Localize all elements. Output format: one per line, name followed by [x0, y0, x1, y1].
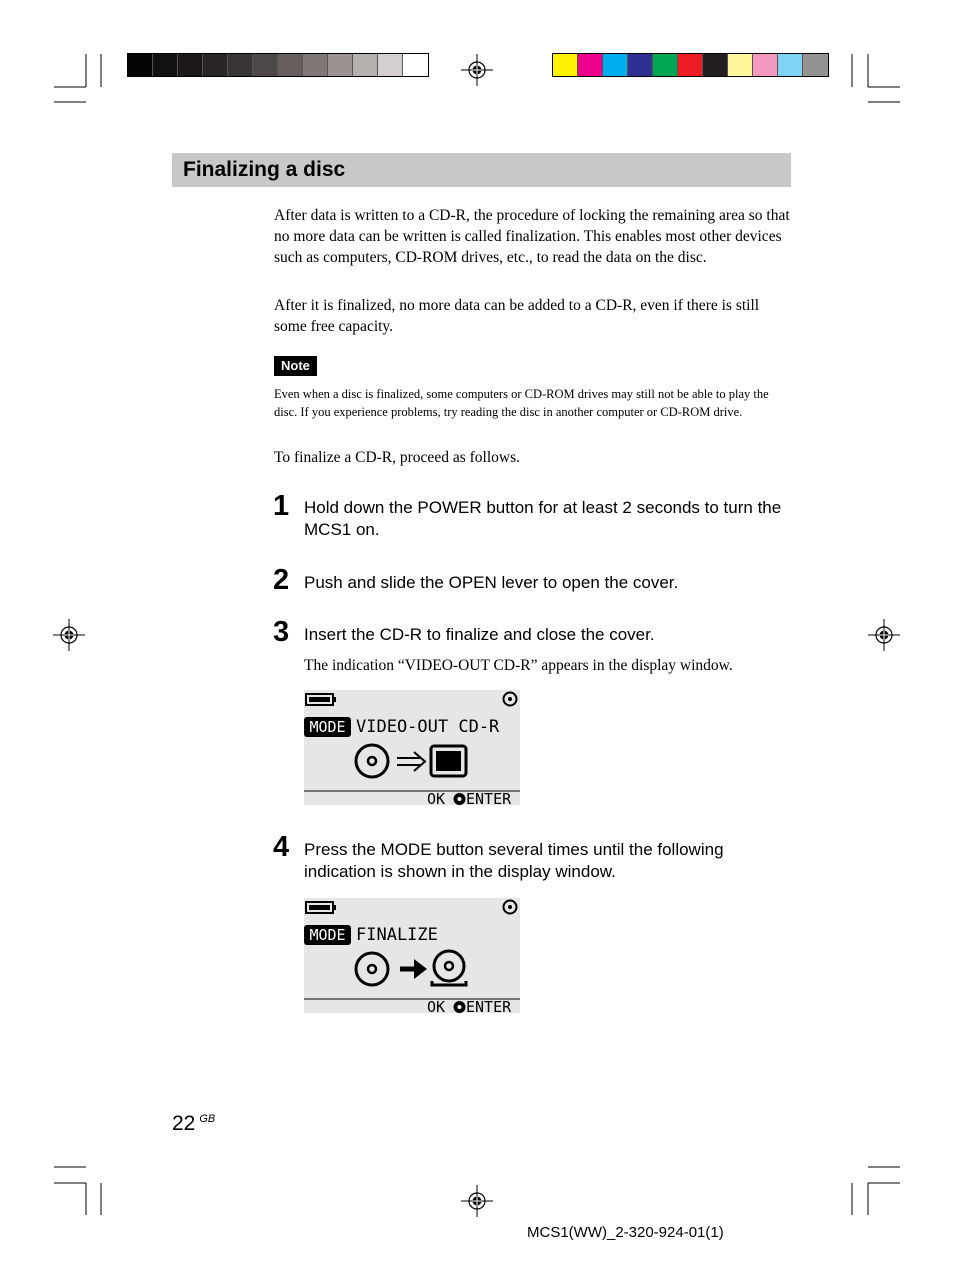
enter-label: ENTER — [466, 998, 512, 1013]
step-number-2: 2 — [273, 564, 290, 596]
step-number-3: 3 — [273, 616, 290, 648]
calibration-swatch — [753, 54, 778, 76]
step-text-1: Hold down the POWER button for at least 2 seconds to turn the MCS1 on. — [304, 498, 782, 539]
calibration-swatch — [228, 54, 253, 76]
lcd-text: VIDEO-OUT CD-R — [356, 717, 500, 737]
arrow-right-icon — [400, 959, 427, 979]
double-arrow-icon — [397, 752, 425, 771]
calibration-swatch — [728, 54, 753, 76]
step-sub-3: The indication “VIDEO-OUT CD-R” appears in the display window. — [304, 657, 733, 674]
page-number — [172, 1112, 215, 1136]
calibration-swatch — [353, 54, 378, 76]
page-number-value: 22 — [172, 1112, 196, 1135]
gray-calibration-strip — [127, 53, 429, 77]
calibration-swatch — [678, 54, 703, 76]
calibration-swatch — [803, 54, 828, 76]
lcd-display-video-out — [304, 690, 520, 805]
step-text-2: Push and slide the OPEN lever to open the cover. — [304, 573, 679, 592]
note-text: Even when a disc is finalized, some computers or CD-ROM drives may still not be able to play the disc. If you experience problems, try reading the disc in another computer or CD-ROM drive. — [274, 387, 769, 419]
mode-label: MODE — [309, 926, 346, 944]
registration-mark-left — [53, 619, 85, 651]
lcd-display-finalize — [304, 898, 520, 1013]
calibration-swatch — [578, 54, 603, 76]
calibration-swatch — [653, 54, 678, 76]
section-title: Finalizing a disc — [183, 158, 346, 181]
lcd-text: FINALIZE — [356, 925, 438, 945]
enter-label: ENTER — [466, 790, 512, 805]
calibration-swatch — [178, 54, 203, 76]
note-badge: Note — [274, 356, 317, 376]
cd-icon — [356, 953, 388, 985]
disc-status-icon — [504, 901, 517, 914]
disc-status-icon — [504, 693, 517, 706]
calibration-swatch — [603, 54, 628, 76]
calibration-swatch — [328, 54, 353, 76]
mode-label: MODE — [309, 718, 346, 736]
calibration-swatch — [703, 54, 728, 76]
jog-dial-icon — [454, 793, 466, 805]
calibration-swatch — [278, 54, 303, 76]
step-number-4: 4 — [273, 831, 290, 863]
calibration-swatch — [203, 54, 228, 76]
lead-in-text: To finalize a CD-R, proceed as follows. — [274, 449, 520, 466]
calibration-swatch — [628, 54, 653, 76]
calibration-swatch — [253, 54, 278, 76]
ok-label: OK — [427, 998, 446, 1013]
calibration-swatch — [128, 54, 153, 76]
registration-mark-bottom — [461, 1185, 493, 1217]
calibration-swatch — [403, 54, 428, 76]
calibration-swatch — [778, 54, 803, 76]
calibration-swatch — [378, 54, 403, 76]
document-code: MCS1(WW)_2-320-924-01(1) — [527, 1224, 724, 1241]
page-number-suffix: GB — [199, 1113, 216, 1125]
calibration-swatch — [153, 54, 178, 76]
step-text-4: Press the MODE button several times until the following indication is shown in the display window. — [304, 840, 724, 881]
calibration-swatch — [553, 54, 578, 76]
step-number-1: 1 — [273, 490, 290, 522]
registration-mark-top — [461, 54, 493, 86]
ok-label: OK — [427, 790, 446, 805]
battery-icon — [306, 694, 336, 705]
finalized-disc-icon — [432, 951, 466, 985]
intro-paragraph-2: After it is finalized, no more data can be added to a CD-R, even if there is still some free capacity. — [274, 297, 760, 335]
calibration-swatch — [303, 54, 328, 76]
intro-paragraph-1: After data is written to a CD-R, the procedure of locking the remaining area so that no more data can be written is called finalization. This enables most other devices such as computers, CD-ROM drives, etc., to read the data on the disc. — [274, 207, 790, 266]
monitor-icon — [431, 746, 466, 776]
battery-icon — [306, 902, 336, 913]
step-text-3: Insert the CD-R to finalize and close the cover. — [304, 625, 655, 644]
jog-dial-icon — [454, 1001, 466, 1013]
registration-mark-right — [868, 619, 900, 651]
color-calibration-strip — [552, 53, 829, 77]
section-header — [172, 153, 791, 187]
cd-icon — [356, 745, 388, 777]
